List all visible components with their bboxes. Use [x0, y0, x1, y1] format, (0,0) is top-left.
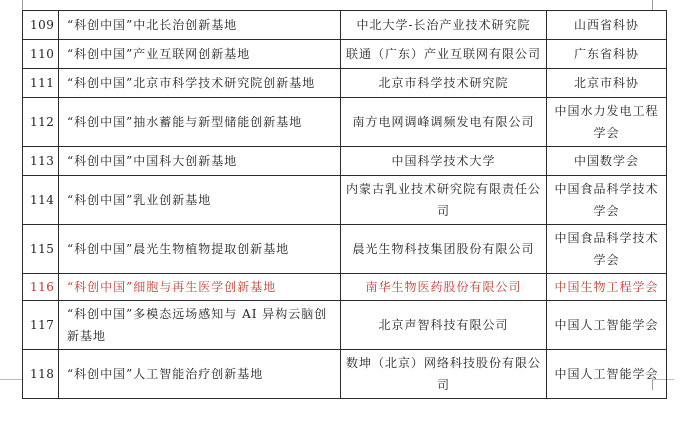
base-name-cell: “科创中国”细胞与再生医学创新基地	[59, 274, 341, 301]
row-number-cell: 112	[23, 98, 59, 147]
table-row	[23, 301, 667, 350]
row-number-cell: 114	[23, 176, 59, 225]
base-name-cell: “科创中国”乳业创新基地	[59, 176, 341, 225]
row-number-cell: 118	[23, 350, 59, 399]
table-row	[23, 11, 667, 40]
row-number-cell: 117	[23, 301, 59, 350]
organization-cell: 南方电网调峰调频发电有限公司	[341, 98, 547, 147]
table-row	[23, 69, 667, 98]
base-name-cell: “科创中国”抽水蓄能与新型储能创新基地	[59, 98, 341, 147]
organization-cell: 北京市科学技术研究院	[341, 69, 547, 98]
association-cell: 中国食品科学技术学会	[547, 176, 667, 225]
organization-cell: 南华生物医药股份有限公司	[341, 274, 547, 301]
association-cell: 中国人工智能学会	[547, 350, 667, 399]
crop-mark-top-left	[8, 0, 23, 10]
association-cell: 中国水力发电工程学会	[547, 98, 667, 147]
table-row	[23, 350, 667, 399]
row-number-cell: 111	[23, 69, 59, 98]
row-number-cell: 115	[23, 225, 59, 274]
association-cell: 中国食品科学技术学会	[547, 225, 667, 274]
organization-cell: 内蒙古乳业技术研究院有限责任公司	[341, 176, 547, 225]
base-name-cell: “科创中国”晨光生物植物提取创新基地	[59, 225, 341, 274]
row-number-cell: 109	[23, 11, 59, 40]
base-name-cell: “科创中国”中国科大创新基地	[59, 147, 341, 176]
table-row	[23, 225, 667, 274]
organization-cell: 联通（广东）产业互联网有限公司	[341, 40, 547, 69]
organization-cell: 晨光生物科技集团股份有限公司	[341, 225, 547, 274]
table-body	[23, 11, 667, 399]
organization-cell: 数坤（北京）网络科技股份有限公司	[341, 350, 547, 399]
base-name-cell: “科创中国”中北长治创新基地	[59, 11, 341, 40]
table-row	[23, 176, 667, 225]
association-cell: 山西省科协	[547, 11, 667, 40]
association-cell: 中国人工智能学会	[547, 301, 667, 350]
row-number-cell: 110	[23, 40, 59, 69]
association-cell: 广东省科协	[547, 40, 667, 69]
row-number-cell: 113	[23, 147, 59, 176]
association-cell: 中国数学会	[547, 147, 667, 176]
base-name-cell: “科创中国”产业互联网创新基地	[59, 40, 341, 69]
association-cell: 中国生物工程学会	[547, 274, 667, 301]
base-name-cell: “科创中国”北京市科学技术研究院创新基地	[59, 69, 341, 98]
crop-mark-bottom-left-h	[0, 379, 22, 380]
organization-cell: 中北大学-长治产业技术研究院	[341, 11, 547, 40]
crop-mark-bottom-left	[8, 380, 23, 390]
organization-cell: 北京声智科技有限公司	[341, 301, 547, 350]
row-number-cell: 116	[23, 274, 59, 301]
crop-mark-top-right	[652, 0, 667, 10]
association-cell: 北京市科协	[547, 69, 667, 98]
table-row	[23, 147, 667, 176]
table-row	[23, 40, 667, 69]
organization-cell: 中国科学技术大学	[341, 147, 547, 176]
base-name-cell: “科创中国”多模态远场感知与 AI 异构云脑创新基地	[59, 301, 341, 350]
table-row	[23, 274, 667, 301]
base-name-cell: “科创中国”人工智能治疗创新基地	[59, 350, 341, 399]
table-row	[23, 98, 667, 147]
innovation-base-table	[22, 10, 667, 399]
